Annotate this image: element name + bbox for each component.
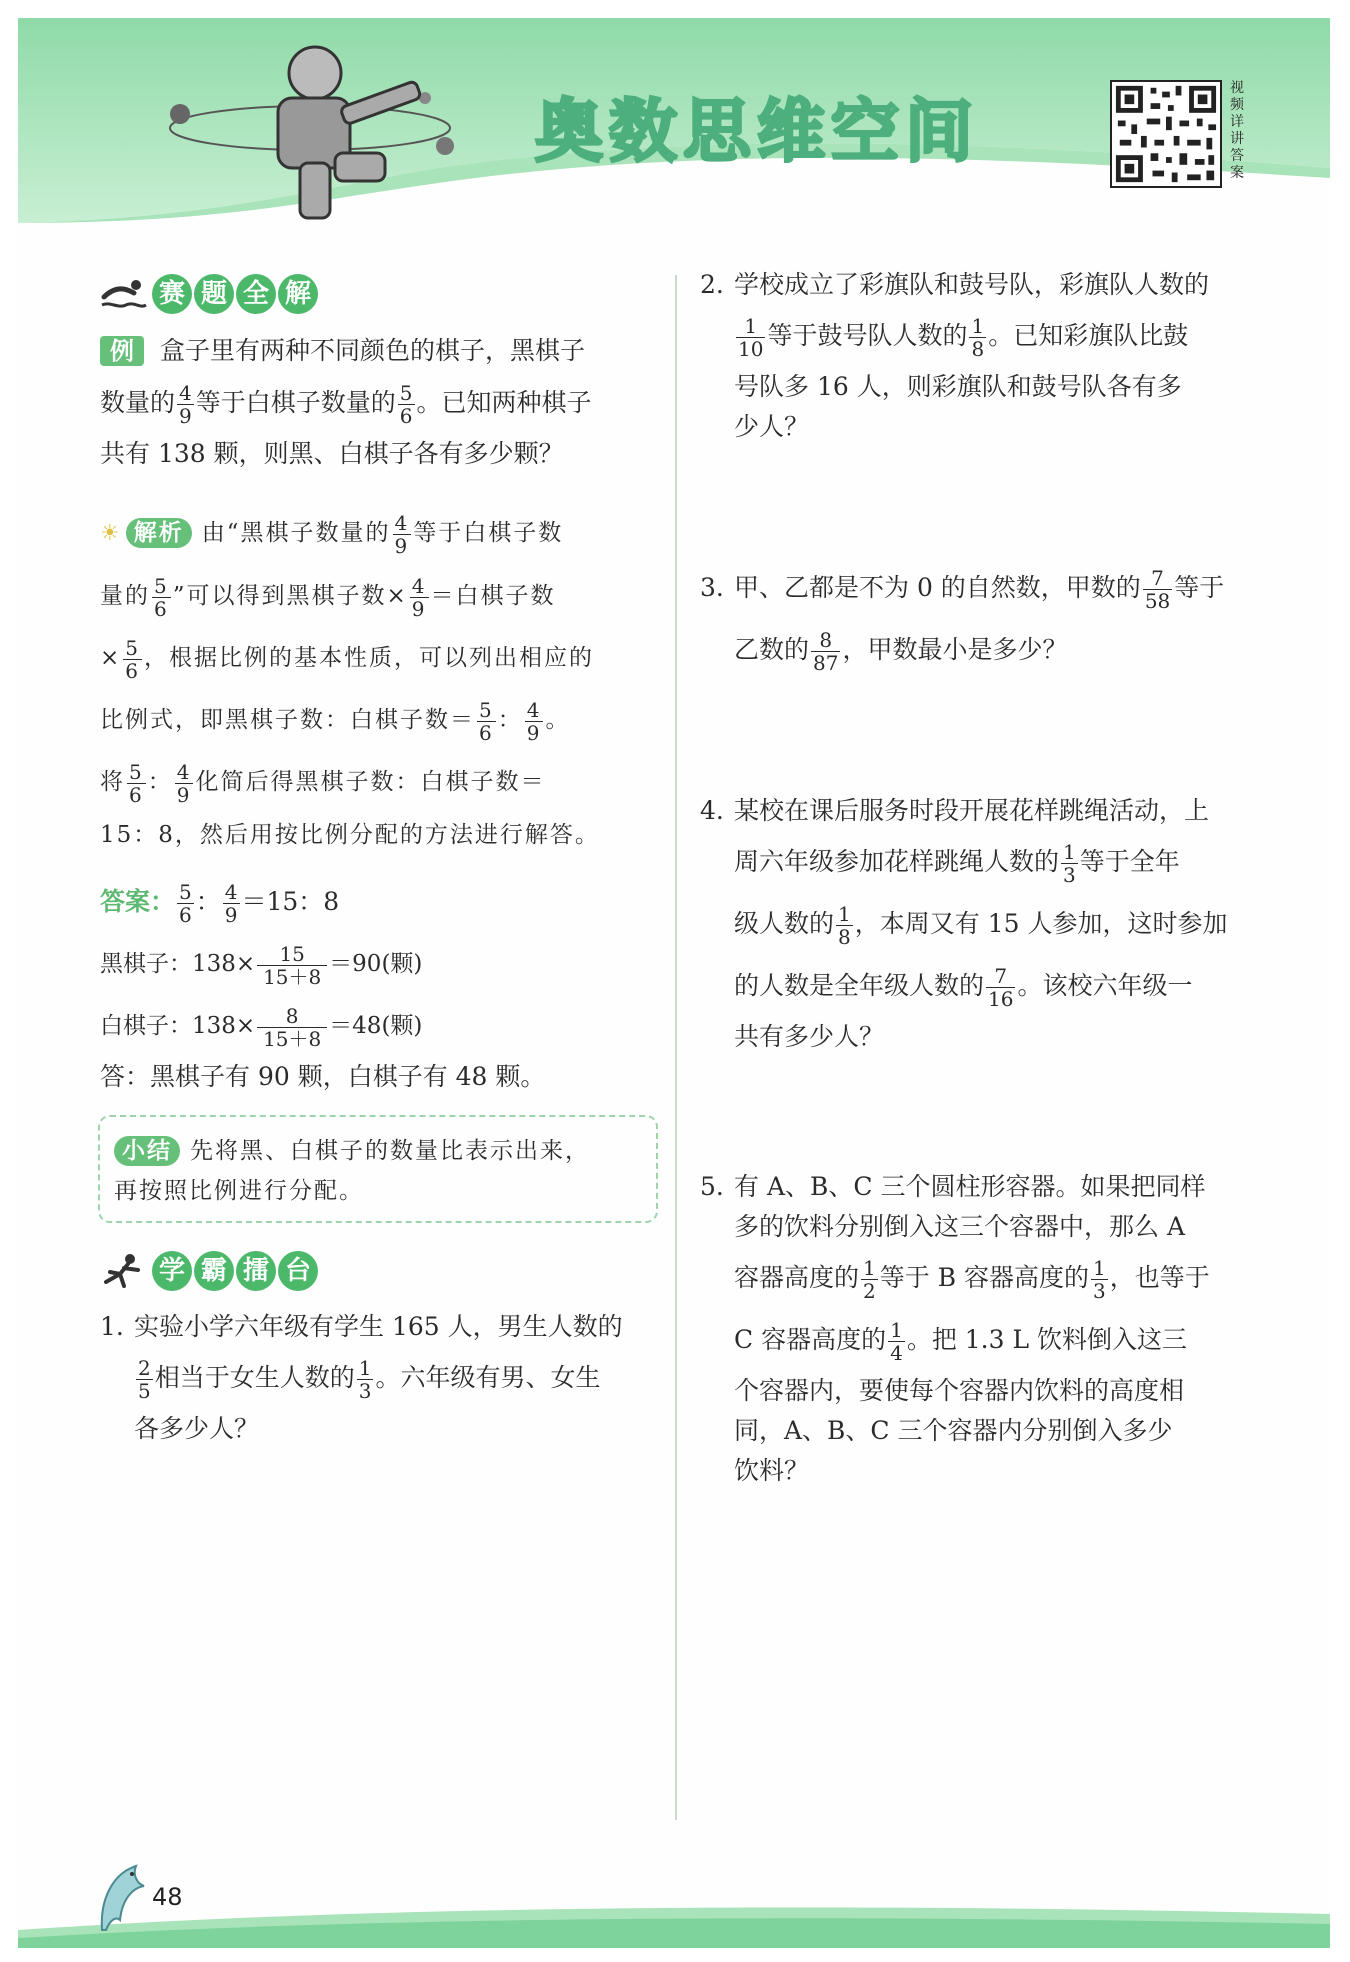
question-3: 3. 甲、乙都是不为 0 的自然数，甲数的 $\frac{7}{58}$ 等于 乙数的 $\frac{8}{87}$ ，甲数最小是多少？ [700,557,1260,681]
lightbulb-icon: ☀ [100,521,122,546]
section-title [152,1251,318,1291]
page-title: 奥数思维空间 [535,93,980,172]
analysis-tag: 解析 [126,518,192,548]
astronaut-icon [160,28,460,228]
qr-code-icon[interactable] [1110,80,1222,188]
summary-text: 再按照比例进行分配。 [114,1178,364,1204]
summary-text: 先将黑、白棋子的数量比表示出来， [190,1138,590,1164]
question-number: 4. [700,796,724,825]
section-title [152,274,318,314]
question-number: 5. [700,1172,724,1201]
question-2: 2. 学校成立了彩旗队和鼓号队，彩旗队人数的 $\frac{1}{10}$ 等于鼓号队人数的 $\frac{1}{8}$ 。已知彩旗队比鼓 号队多 16 人，则彩旗队和鼓号队各有多 少人？ [700,265,1260,447]
runner-icon [100,1254,148,1288]
qr-label: 视频详讲答案 [1230,80,1244,181]
question-1: 1. 实验小学六年级有学生 165 人，男生人数的 $\frac{2}{5}$ 相当于女生人数的 $\frac{1}{3}$ 。六年级有男、女生 各多少人？ [100,1307,655,1449]
title-char: 霸 [194,1251,234,1291]
example-text: 盒子里有两种不同颜色的棋子，黑棋子 [160,336,586,365]
question-4: 4. 某校在课后服务时段开展花样跳绳活动，上 周六年级参加花样跳绳人数的 $\frac{1}{3}$ 等于全年 级人数的 $\frac{1}{8}$ ，本周又有 15 人参加，这时参加 的人数是全年级人数的 $\frac{7}{16}$ 。该校六年级一 共有多少人？ [700,791,1260,1057]
title-char: 题 [194,274,234,314]
right-column [700,265,1260,1491]
title-char: 全 [236,274,276,314]
swimmer-icon [100,277,148,311]
section-heading-challenge [100,1247,655,1295]
title-char: 解 [278,274,318,314]
analysis-text: 15：8，然后用按比例分配的方法进行解答。 [100,822,600,848]
answer-block: 答案： $\frac{5}{6}$ ： $\frac{4}{9}$ ＝15：8 黑棋子：138× $\frac{15}{15+8}$ ＝90(颗) 白棋子：138× $\frac{8}{15+8}$ ＝48(颗) 答：黑棋子有 90 颗，白棋子有 48 颗。 [100,871,655,1097]
title-char: 赛 [152,274,192,314]
example-problem [100,330,655,474]
example-tag: 例 [100,336,144,366]
question-number: 1. [100,1312,124,1341]
column-divider [675,275,677,1820]
left-column [100,270,655,1449]
summary-tag: 小结 [114,1136,180,1166]
dolphin-icon [92,1860,150,1938]
summary-box [98,1115,658,1223]
question-5: 5. 有 A、B、C 三个圆柱形容器。如果把同样 多的饮料分别倒入这三个容器中，那么 A 容器高度的 $\frac{1}{2}$ 等于 B 容器高度的 $\frac{1}{3}$ ，也等于 C 容器高度的 $\frac{1}{4}$ 。把 1.3 L 饮料倒入这三 个容器内，要使每个容器内饮料的高度相 同，A、B、C 三个容器内分别倒入多少 饮料？ [700,1167,1260,1491]
question-number: 2. [700,270,724,299]
fraction: $\frac{4}{9}$ [179,381,192,428]
analysis-block: ☀ 解析 由“黑棋子数量的 $\frac{4}{9}$ 等于白棋子数 量的 $\frac{5}{6}$ ”可以得到黑棋子数× $\frac{4}{9}$ ＝白棋子数 × $\frac{5}{6}$ ，根据比例的基本性质，可以列出相应的 比例式，即黑棋子数：白棋子数＝ $\frac{5}{6}$ ： $\frac{4}{9}$ 。 将 $\frac{5}{6}$ ： $\frac{4}{9}$ 化简后得黑棋子数：白棋子数＝ 15：8，然后用按比例分配的方法进行解答。 [100,502,655,857]
answer-label: 答案： [100,887,176,916]
example-text: 数量的 [100,388,176,417]
answer-final: 答：黑棋子有 90 颗，白棋子有 48 颗。 [100,1062,546,1091]
title-char: 擂 [236,1251,276,1291]
example-text: 等于白棋子数量的 [195,388,396,417]
title-char: 学 [152,1251,192,1291]
fraction: $\frac{5}{6}$ [399,381,413,428]
example-text: 共有 138 颗，则黑、白棋子各有多少颗？ [100,439,564,468]
footer-wave [18,1890,1330,1948]
title-char: 台 [278,1251,318,1291]
page-number: 48 [152,1883,183,1911]
example-text: 。已知两种棋子 [416,388,592,417]
section-heading-contest [100,270,655,318]
question-number: 3. [700,573,724,602]
